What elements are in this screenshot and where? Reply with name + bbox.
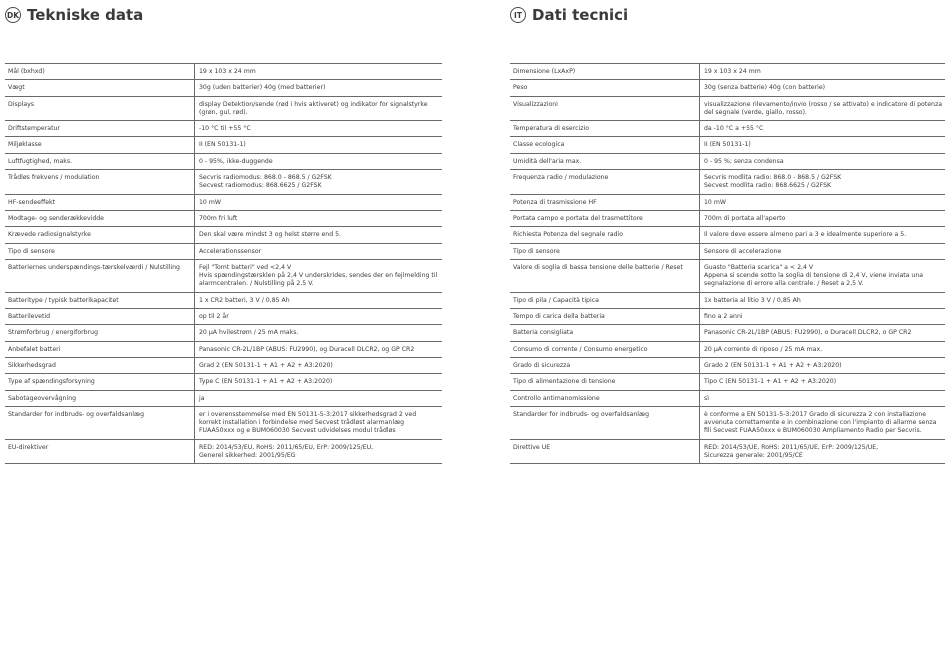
- table-row: [510, 121, 945, 137]
- spec-value: da -10 °C a +55 °C: [700, 121, 946, 137]
- spec-value: 19 x 103 x 24 mm: [700, 64, 946, 80]
- spec-value: 10 mW: [700, 194, 946, 210]
- spec-value: RED: 2014/53/EU, RoHS: 2011/65/EU, ErP: 2009/125/EU, Generel sikkerhed: 2001/95/EG: [195, 439, 443, 464]
- spec-value: 0 - 95%, ikke-duggende: [195, 153, 443, 169]
- spec-value: Guasto "Batteria scarica" a < 2,4 V Appena si scende sotto la soglia di tensione di 2,4 V, viene inviata una segnalazione di errore alla centrale. / Reset a 2,5 V.: [700, 259, 946, 292]
- table-row: [5, 153, 442, 169]
- spec-label: Batteriernes underspændings-tærskelværdi / Nulstilling: [5, 259, 195, 292]
- spec-label: Strømforbrug / energiforbrug: [5, 325, 195, 341]
- spec-label: Potenza di trasmissione HF: [510, 194, 700, 210]
- spec-label: Mål (bxhxd): [5, 64, 195, 80]
- spec-label: Tipo di sensore: [510, 243, 700, 259]
- spec-value: Secvris modlita radio: 868.0 - 868.5 / G2FSK Secvest modlita radio: 868.6625 / G2FSK: [700, 170, 946, 195]
- spec-label: Tipo di sensore: [5, 243, 195, 259]
- spec-label: Grado di sicurezza: [510, 357, 700, 373]
- section-heading-italian: [510, 0, 945, 30]
- spec-value: 1 x CR2 batteri, 3 V / 0,85 Ah: [195, 292, 443, 308]
- table-row: [5, 80, 442, 96]
- spec-label: Krævede radiosignalstyrke: [5, 227, 195, 243]
- spec-label: Dimensione (LxAxP): [510, 64, 700, 80]
- table-row: [5, 210, 442, 226]
- table-row: [510, 64, 945, 80]
- table-row: [510, 309, 945, 325]
- spec-value: 30g (uden batterier) 40g (med batterier): [195, 80, 443, 96]
- spec-value: Il valore deve essere almeno pari a 3 e idealmente superiore a 5.: [700, 227, 946, 243]
- spec-label: Miljøklasse: [5, 137, 195, 153]
- spec-label: Trådløs frekvens / modulation: [5, 170, 195, 195]
- table-row: [510, 137, 945, 153]
- column-danish: [5, 0, 442, 464]
- spec-label: HF-sendeeffekt: [5, 194, 195, 210]
- spec-label: Standarder for indbruds- og overfaldsanlæg: [510, 406, 700, 439]
- table-row: [510, 357, 945, 373]
- column-italian: [510, 0, 945, 464]
- spec-label: Modtage- og senderækkevidde: [5, 210, 195, 226]
- spec-value: ja: [195, 390, 443, 406]
- spec-value: op til 2 år: [195, 309, 443, 325]
- table-row: [5, 439, 442, 464]
- table-row: [510, 374, 945, 390]
- table-row: [5, 357, 442, 373]
- table-row: [5, 121, 442, 137]
- table-row: [5, 390, 442, 406]
- spec-value: Tipo C (EN 50131-1 + A1 + A2 + A3:2020): [700, 374, 946, 390]
- table-row: [510, 259, 945, 292]
- table-row: [510, 80, 945, 96]
- spec-label: Tempo di carica della batteria: [510, 309, 700, 325]
- spec-label: Batteria consigliata: [510, 325, 700, 341]
- spec-value: -10 °C til +55 °C: [195, 121, 443, 137]
- spec-label: Displays: [5, 96, 195, 121]
- spec-value: Panasonic CR-2L/1BP (ABUS: FU2990), o Duracell DLCR2, o GP CR2: [700, 325, 946, 341]
- spec-label: Anbefalet batteri: [5, 341, 195, 357]
- spec-label: Frequenza radio / modulazione: [510, 170, 700, 195]
- spec-label: Richiesta Potenza del segnale radio: [510, 227, 700, 243]
- spec-value: Grad 2 (EN 50131-1 + A1 + A2 + A3:2020): [195, 357, 443, 373]
- table-row: [510, 325, 945, 341]
- table-row: [510, 439, 945, 464]
- spec-label: Umidità dell'aria max.: [510, 153, 700, 169]
- spec-label: Sabotageovervågning: [5, 390, 195, 406]
- table-row: [5, 309, 442, 325]
- spec-value: Type C (EN 50131-1 + A1 + A2 + A3:2020): [195, 374, 443, 390]
- table-row: [5, 243, 442, 259]
- table-row: [5, 374, 442, 390]
- spec-value: è conforme a EN 50131-5-3:2017 Grado di sicurezza 2 con installazione avvenuta correttamente e in combinazione con l'impianto di allarme senza fili Secvest FUAA50xxx e BUM060030 Ampliamento Radio per Secvris.: [700, 406, 946, 439]
- table-row: [5, 341, 442, 357]
- spec-label: Tipo di alimentazione di tensione: [510, 374, 700, 390]
- spec-label: Type af spændingsforsyning: [5, 374, 195, 390]
- spec-value: Grado 2 (EN 50131-1 + A1 + A2 + A3:2020): [700, 357, 946, 373]
- table-row: [5, 64, 442, 80]
- spec-value: Accelerationssensor: [195, 243, 443, 259]
- spec-value: Den skal være mindst 3 og helst større end 5.: [195, 227, 443, 243]
- spec-value: 19 x 103 x 24 mm: [195, 64, 443, 80]
- spec-value: visualizzazione rilevamento/invio (rosso / se attivato) e indicatore di potenza del segnale (verde, giallo, rosso).: [700, 96, 946, 121]
- page-title: Tekniske data: [27, 6, 144, 24]
- spec-value: er i overensstemmelse med EN 50131-5-3:2017 sikkerhedsgrad 2 ved korrekt installation i forbindelse med Secvest trådløst alarmanlæg FUAA50xxx og e BUM060030 Secvest udvidelses modul trådløs: [195, 406, 443, 439]
- spec-value: Panasonic CR-2L/1BP (ABUS: FU2990), og Duracell DLCR2, og GP CR2: [195, 341, 443, 357]
- spec-label: Controllo antimanomissione: [510, 390, 700, 406]
- table-row: [510, 243, 945, 259]
- page-title: Dati tecnici: [532, 6, 629, 24]
- spec-label: Standarder for indbruds- og overfaldsanlæg: [5, 406, 195, 439]
- spec-value: Secvris radiomodus: 868.0 - 868.5 / G2FSK Secvest radiomodus: 868.6625 / G2FSK: [195, 170, 443, 195]
- table-row: [510, 390, 945, 406]
- table-row: [5, 325, 442, 341]
- spec-value: sì: [700, 390, 946, 406]
- table-row: [510, 227, 945, 243]
- language-badge-icon: IT: [510, 7, 526, 23]
- spec-value: RED: 2014/53/UE, RoHS: 2011/65/UE, ErP: 2009/125/UE, Sicurezza generale: 2001/95/CE: [700, 439, 946, 464]
- table-row: [510, 170, 945, 195]
- spec-value: 700m di portata all'aperto: [700, 210, 946, 226]
- table-row: [5, 137, 442, 153]
- spec-label: Consumo di corrente / Consumo energetico: [510, 341, 700, 357]
- spec-label: Luftfugtighed, maks.: [5, 153, 195, 169]
- spec-value: 1x batteria al litio 3 V / 0,85 Ah: [700, 292, 946, 308]
- spec-label: Tipo di pila / Capacità tipica: [510, 292, 700, 308]
- spec-label: Peso: [510, 80, 700, 96]
- spec-value: II (EN 50131-1): [195, 137, 443, 153]
- spec-label: Sikkerhedsgrad: [5, 357, 195, 373]
- spec-label: Direttive UE: [510, 439, 700, 464]
- table-row: [510, 96, 945, 121]
- table-row: [510, 406, 945, 439]
- spec-value: 0 - 95 %; senza condensa: [700, 153, 946, 169]
- spec-label: Batteritype / typisk batterikapacitet: [5, 292, 195, 308]
- table-row: [5, 227, 442, 243]
- spec-table-danish: [5, 63, 442, 464]
- spec-label: EU-direktiver: [5, 439, 195, 464]
- spec-value: 10 mW: [195, 194, 443, 210]
- table-row: [510, 210, 945, 226]
- spec-label: Visualizzazioni: [510, 96, 700, 121]
- table-row: [5, 170, 442, 195]
- table-row: [510, 341, 945, 357]
- spec-value: 20 µA corrente di riposo / 25 mA max.: [700, 341, 946, 357]
- spec-value: 30g (senza batterie) 40g (con batterie): [700, 80, 946, 96]
- spec-label: Temperatura di esercizio: [510, 121, 700, 137]
- table-row: [5, 292, 442, 308]
- spec-label: Classe ecologica: [510, 137, 700, 153]
- table-row: [510, 153, 945, 169]
- spec-value: Sensore di accelerazione: [700, 243, 946, 259]
- spec-value: II (EN 50131-1): [700, 137, 946, 153]
- spec-label: Vægt: [5, 80, 195, 96]
- spec-value: fino a 2 anni: [700, 309, 946, 325]
- language-badge-icon: DK: [5, 7, 21, 23]
- spec-value: 20 µA hvilestrøm / 25 mA maks.: [195, 325, 443, 341]
- spec-value: display Detektion/sende (rød i hvis aktiveret) og indikator for signalstyrke (grøn, gul, rød).: [195, 96, 443, 121]
- table-row: [5, 406, 442, 439]
- spec-label: Batterilevetid: [5, 309, 195, 325]
- spec-value: 700m fri luft: [195, 210, 443, 226]
- spec-label: Valore di soglia di bassa tensione delle batterie / Reset: [510, 259, 700, 292]
- table-row: [510, 292, 945, 308]
- spec-table-italian: [510, 63, 945, 464]
- table-row: [5, 96, 442, 121]
- table-row: [510, 194, 945, 210]
- spec-value: Fejl "Tomt batteri" ved <2,4 V Hvis spændingstærsklen på 2,4 V underskrides, sendes der en fejlmelding til alarmcentralen. / Nulstilling på 2,5 V.: [195, 259, 443, 292]
- section-heading-danish: [5, 0, 442, 30]
- table-row: [5, 194, 442, 210]
- spec-label: Driftstemperatur: [5, 121, 195, 137]
- table-row: [5, 259, 442, 292]
- spec-label: Portata campo e portata del trasmettitore: [510, 210, 700, 226]
